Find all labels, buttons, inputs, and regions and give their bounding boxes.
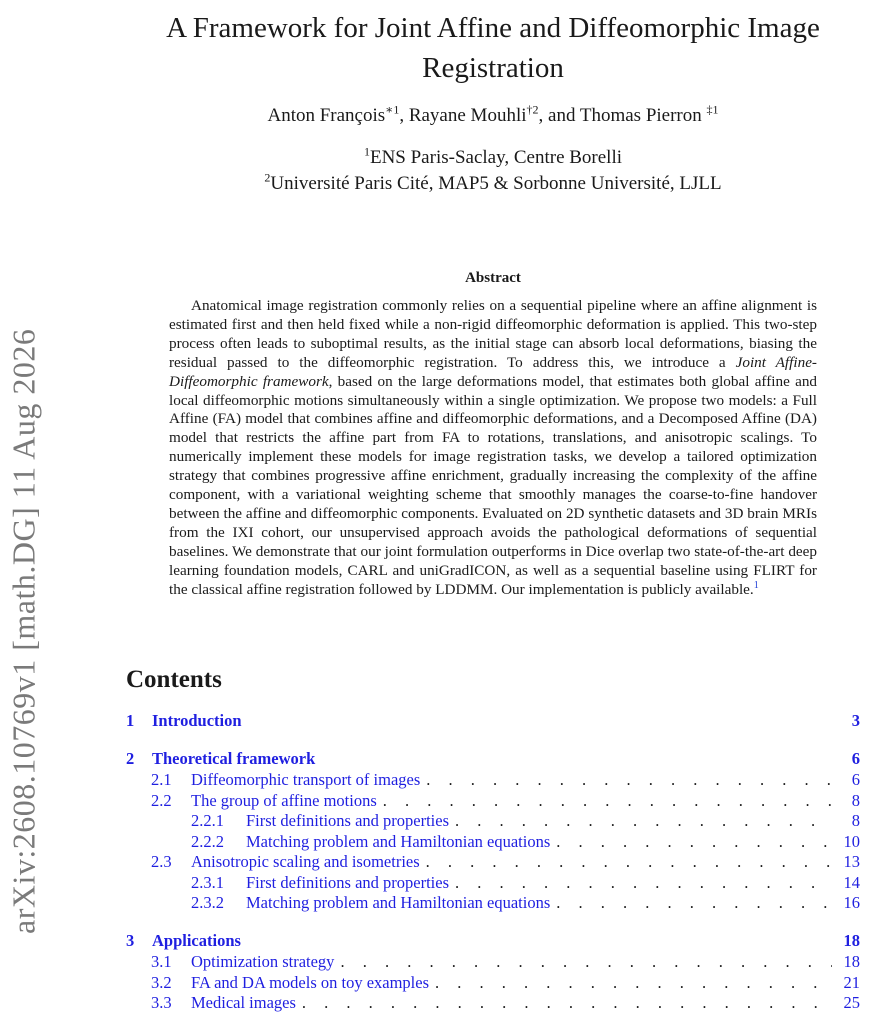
toc-entry-label[interactable]: Theoretical framework — [152, 749, 316, 768]
toc-entry-page[interactable]: 25 — [843, 993, 860, 1012]
abstract-italic-text: Joint Affine-Diffeomorphic framework — [169, 353, 817, 390]
toc-entry-page[interactable]: 18 — [843, 931, 860, 950]
toc-entry-page[interactable]: 16 — [843, 893, 860, 912]
toc-entry[interactable] — [126, 873, 860, 894]
toc-entry[interactable] — [126, 973, 860, 994]
affiliation-mark: 2 — [264, 170, 271, 185]
toc-entry-label[interactable]: FA and DA models on toy examples — [191, 972, 430, 992]
toc-entry-number: 2 — [126, 749, 135, 768]
toc-entry-label[interactable]: First definitions and properties — [246, 811, 450, 830]
toc-entry-page[interactable]: 6 — [851, 770, 860, 789]
author-separator: , and — [538, 105, 580, 126]
toc-entry-number: 2.1 — [151, 770, 172, 789]
author-list — [150, 103, 836, 129]
toc-entry-number: 2.3.2 — [191, 893, 224, 912]
toc-entry[interactable] — [126, 993, 860, 1014]
author-name[interactable]: Anton François — [267, 105, 386, 126]
toc-entry[interactable] — [126, 770, 860, 791]
toc-entry-page[interactable]: 21 — [843, 972, 860, 992]
toc-entry-page[interactable]: 14 — [843, 872, 860, 892]
toc-entry-number: 3.3 — [151, 993, 172, 1012]
affiliation-text: Université Paris Cité, MAP5 & Sorbonne Université, LJLL — [270, 173, 722, 194]
toc-entry[interactable] — [126, 931, 860, 952]
affiliation-line — [150, 171, 836, 197]
toc-entry-label[interactable]: Matching problem and Hamiltonian equations — [246, 893, 551, 912]
toc-entry-page[interactable]: 8 — [851, 790, 860, 810]
author-mark: ‡1 — [706, 102, 719, 117]
affiliation-text: ENS Paris-Saclay, Centre Borelli — [369, 147, 623, 168]
toc-entry[interactable] — [126, 749, 860, 770]
toc-entry-number: 2.2.2 — [191, 831, 224, 851]
toc-entry-number: 3.2 — [151, 972, 172, 992]
author-mark: †2 — [526, 102, 539, 117]
toc-entry[interactable] — [126, 811, 860, 832]
toc-entry[interactable] — [126, 791, 860, 812]
affiliation-line — [150, 145, 836, 171]
toc-entry-label[interactable]: The group of affine motions — [191, 790, 377, 810]
toc-entry-page[interactable]: 8 — [851, 811, 860, 830]
toc-entry-label[interactable]: Matching problem and Hamiltonian equations — [246, 831, 551, 851]
toc-entry[interactable] — [126, 893, 860, 914]
author-name[interactable]: Rayane Mouhli — [408, 105, 527, 126]
author-name[interactable]: Thomas Pierron — [579, 105, 707, 126]
toc-entry-number: 2.2.1 — [191, 811, 224, 830]
toc-entry[interactable] — [126, 852, 860, 873]
toc-entry-label[interactable]: Introduction — [152, 711, 242, 730]
toc-entry-number: 3.1 — [151, 952, 172, 971]
toc-dot-leader — [556, 893, 832, 913]
toc-entry-page[interactable]: 6 — [851, 749, 860, 768]
toc-dot-leader — [383, 791, 832, 811]
toc-dot-leader — [435, 973, 832, 993]
contents-heading: Contents — [126, 666, 222, 693]
abstract-heading: Abstract — [465, 270, 521, 286]
author-mark: ∗1 — [385, 102, 400, 117]
author-separator: , — [399, 105, 409, 126]
toc-entry-number: 2.3 — [151, 852, 172, 871]
toc-dot-leader — [556, 832, 832, 852]
toc-entry-number: 2.3.1 — [191, 872, 224, 892]
abstract-text: , based on the large deformations model, that estimates both global affine and local diffeomorphic motions simultaneously within a single optimization. We propose two models: a Full Affine (FA) model that combines affine and diffeomorphic deformations, and a Decomposed Affine (DA) model that restricts the affine part from FA to rotations, translations, and anisotropic scalings. To numerically implement these models for image registration tasks, we develop a tailored optimization strategy that combines progressive affine enrichment, gradually increasing the complexity of the affine component, with a variational weighting scheme that smoothly manages the coarse-to-fine handover between the affine and diffeomorphic components. Evaluated on 2D synthetic datasets and 3D brain MRIs from the IXI cohort, our unsupervised approach avoids the pathological deformations of sequential baselines. We demonstrate that our joint formulation outperforms in Dice overlap two state-of-the-art deep learning foundation models, CARL and uniGradICON, as well as a sequential baseline using FLIRT for the classical affine registration followed by LDDMM. Our implementation is publicly available. — [169, 372, 818, 598]
toc-dot-leader — [302, 993, 832, 1013]
toc-entry-page[interactable]: 3 — [851, 711, 860, 730]
toc-entry-number: 2.2 — [151, 790, 172, 810]
toc-entry-label[interactable]: Diffeomorphic transport of images — [191, 770, 421, 789]
abstract-paragraph — [169, 297, 817, 600]
toc-entry-page[interactable]: 13 — [843, 852, 860, 871]
toc-dot-leader — [455, 811, 832, 831]
toc-entry-page[interactable]: 10 — [843, 831, 860, 851]
toc-entry-page[interactable]: 18 — [843, 952, 860, 971]
toc-dot-leader — [426, 770, 832, 790]
toc-dot-leader — [340, 952, 832, 972]
arxiv-sidebar-stamp: arXiv:2608.10769v1 [math.DG] 11 Aug 2026 — [5, 328, 42, 935]
affiliation-mark: 1 — [363, 144, 370, 159]
toc-entry-label[interactable]: Applications — [152, 931, 241, 950]
toc-entry[interactable] — [126, 952, 860, 973]
toc-dot-leader — [455, 873, 832, 893]
abstract-text: Anatomical image registration commonly relies on a sequential pipeline where an affine alignment is estimated first and then held fixed while a non-rigid diffeomorphic deformation is applied. This two-step process often leads to suboptimal results, as the initial stage can absorb local deformations, biasing the residual passed to the diffeomorphic registration. To address this, we introduce a — [169, 297, 817, 371]
toc-entry-number: 3 — [126, 931, 135, 950]
toc-entry-label[interactable]: Optimization strategy — [191, 952, 335, 971]
toc-dot-leader — [426, 852, 832, 872]
paper-title: A Framework for Joint Affine and Diffeomorphic Image Registration — [166, 12, 820, 84]
toc-entry-label[interactable]: First definitions and properties — [246, 872, 450, 892]
toc-entry-label[interactable]: Anisotropic scaling and isometries — [191, 852, 420, 871]
footnote-link[interactable]: 1 — [753, 579, 759, 591]
abstract-body — [169, 297, 817, 600]
affiliation-list — [150, 145, 836, 197]
toc-entry[interactable] — [126, 832, 860, 853]
toc-entry-label[interactable]: Medical images — [191, 993, 296, 1012]
toc-entry[interactable] — [126, 711, 860, 732]
toc-entry-number: 1 — [126, 711, 135, 730]
